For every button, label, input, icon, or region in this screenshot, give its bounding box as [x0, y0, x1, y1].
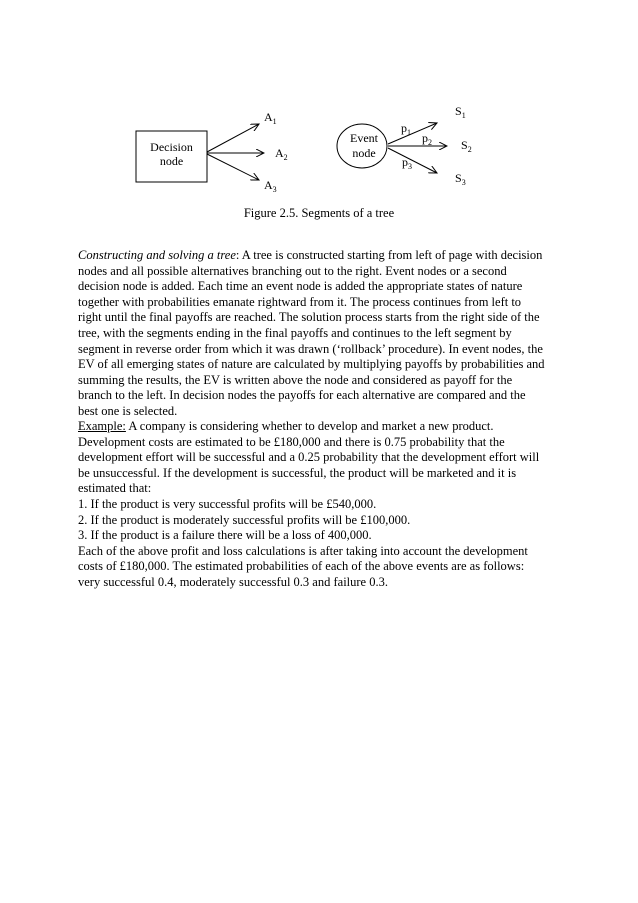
event-node-label-line1: Event — [350, 131, 378, 145]
paragraph-line: Each of the above profit and loss calculations is after taking into account the development — [78, 543, 528, 558]
list-item: 1. If the product is very successful profits will be £540,000. — [78, 496, 377, 511]
branch-arrow-a3 — [207, 154, 259, 180]
paragraph-lead-rest: A company is considering whether to develop and market a new product. — [125, 419, 494, 433]
state-label-s1: $S_1$ — [455, 104, 466, 120]
paragraph-constructing-tree — [78, 248, 563, 420]
probability-label-p1: $p_1$ — [401, 121, 411, 137]
paragraph-line: branch to the left. In decision nodes the payoffs for each alternative are compared and the — [78, 388, 526, 403]
paragraph-line: best one is selected. — [78, 403, 178, 418]
figure-caption: Figure 2.5. Segments of a tree — [243, 206, 395, 220]
tree-segments-figure — [0, 0, 638, 240]
paragraph-lead-italic: Constructing and solving a tree — [78, 248, 236, 262]
branch-arrow-s3 — [388, 148, 437, 173]
example-lead-underlined: Example: — [78, 419, 126, 433]
paragraph-line: decision node is added. Each time an event node is added the appropriate states of nature — [78, 279, 523, 294]
paragraph-line: be unsuccessful. If the development is successful, the product will be marketed and it is — [78, 465, 517, 480]
alternative-label-a2: $A_2$ — [275, 146, 288, 162]
probability-label-p2: $p_2$ — [422, 131, 432, 147]
paragraph-line — [78, 248, 563, 264]
paragraph-line: costs of £180,000. The estimated probabilities of each of the above events are as follows: — [78, 559, 525, 574]
paragraph-line: right until the final payoffs are reached. The solution process starts from the right side of the — [78, 310, 540, 325]
paragraph-line — [78, 419, 563, 435]
paragraph-line: EV of all emerging states of nature are calculated by multiplying payoffs by probabilities and — [78, 357, 545, 372]
paragraph-line: summing the results, the EV is written above the node and considered as payoff for the — [78, 372, 513, 387]
paragraph-lead-rest: : A tree is constructed starting from left of page with decision — [235, 248, 543, 262]
probability-label-p3: $p_3$ — [402, 155, 412, 171]
event-node-label-line2: node — [352, 146, 376, 160]
paragraph-line: Development costs are estimated to be £180,000 and there is 0.75 probability that the — [78, 434, 505, 449]
decision-node-label-line1: Decision — [150, 140, 193, 154]
paragraph-line: development effort will be successful and a 0.25 probability that the development effort will — [78, 450, 540, 465]
paragraph-line: nodes and all possible alternatives branching out to the right. Event nodes or a second — [78, 263, 507, 278]
list-item: 3. If the product is a failure there will be a loss of 400,000. — [78, 528, 372, 543]
branch-arrow-a1 — [207, 124, 259, 152]
paragraph-example — [78, 419, 563, 591]
decision-node-label-line2: node — [159, 154, 184, 168]
paragraph-line: together with probabilities emanate rightward from it. The process continues from left to — [78, 294, 522, 309]
alternative-label-a1: $A_1$ — [264, 110, 277, 126]
paragraph-line: estimated that: — [78, 481, 152, 496]
state-label-s2: $S_2$ — [461, 138, 472, 154]
paragraph-line: very successful 0.4, moderately successful 0.3 and failure 0.3. — [78, 574, 388, 589]
state-label-s3: $S_3$ — [455, 171, 466, 187]
paragraph-line: tree, with the segments ending in the final payoffs and continues to the left segment by — [78, 325, 512, 340]
paragraph-line: segment in reverse order from which it was drawn (‘rollback’ procedure). In event nodes, the — [78, 341, 543, 356]
list-item: 2. If the product is moderately successful profits will be £100,000. — [78, 512, 411, 527]
alternative-label-a3: $A_3$ — [264, 178, 277, 194]
